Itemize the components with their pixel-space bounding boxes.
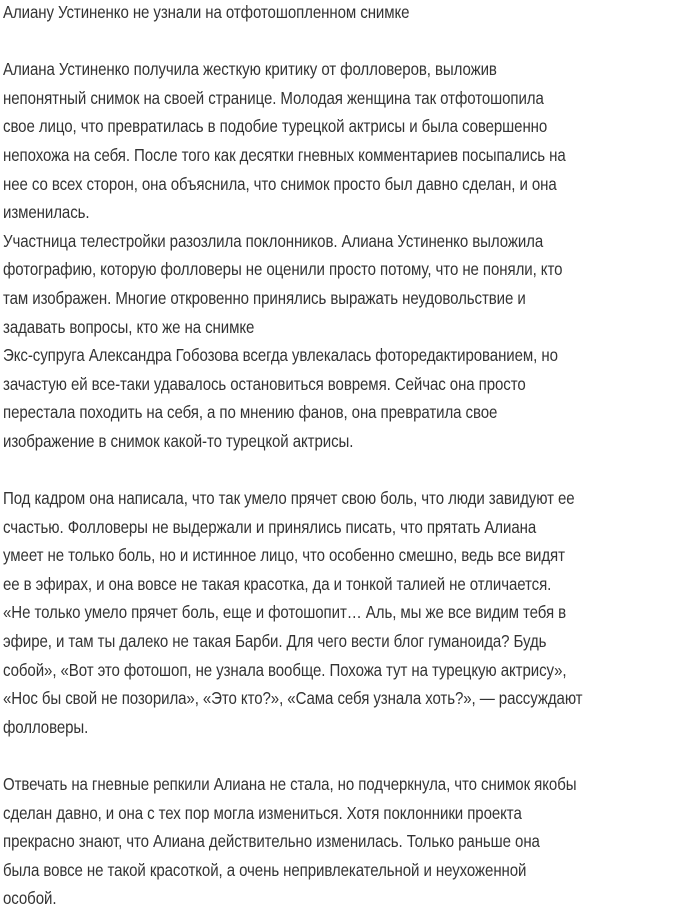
spacer <box>3 456 693 485</box>
text-line: эфире, и там ты далеко не такая Барби. Для чего вести блог гуманоида? Будь <box>3 631 547 652</box>
text-line: Экс-супруга Александра Гобозова всегда увлекалась фоторедактированием, но <box>3 345 558 366</box>
text-line: зачастую ей все-таки удавалось остановиться вовремя. Сейчас она просто <box>3 373 526 394</box>
text-line: ее в эфирах, и она вовсе не такая красотка, да и тонкой талией не отличается. <box>3 573 552 594</box>
text-line: фотографию, которую фолловеры не оценили просто потому, что не поняли, кто <box>3 259 563 280</box>
text-line: свое лицо, что превратилась в подобие турецкой актрисы и была совершенно <box>3 116 548 137</box>
text-line: Участница телестройки разозлила поклонников. Алиана Устиненко выложила <box>3 230 544 251</box>
paragraph-1 <box>3 55 693 455</box>
text-line: особой. <box>3 888 57 909</box>
text-line: Алиана Устиненко получила жесткую критику от фолловеров, выложив <box>3 59 497 80</box>
text-line: счастью. Фолловеры не выдержали и принялись писать, что прятать Алиана <box>3 516 537 537</box>
spacer <box>3 741 693 770</box>
text-line: Под кадром она написала, что так умело прячет свою боль, что люди завидуют ее <box>3 488 575 509</box>
text-line: фолловеры. <box>3 716 89 737</box>
text-line: прекрасно знают, что Алиана действительно изменилась. Только раньше она <box>3 831 540 852</box>
spacer <box>3 27 693 56</box>
text-line: перестала походить на себя, а по мнению фанов, она превратила свое <box>3 402 498 423</box>
text-line: «Не только умело прячет боль, еще и фотошопит… Аль, мы же все видим тебя в <box>3 602 567 623</box>
text-line: непохожа на себя. После того как десятки гневных комментариев посыпались на <box>3 144 566 165</box>
paragraph-3 <box>3 770 693 913</box>
text-line: задавать вопросы, кто же на снимке <box>3 316 255 337</box>
text-line: там изображен. Многие откровенно принялись выражать неудовольствие и <box>3 287 526 308</box>
article-title: Алиану Устиненко не узнали на отфотошопленном снимке <box>3 2 410 22</box>
text-line: «Нос бы свой не позорила», «Это кто?», «Сама себя узнала хоть?», — рассуждают <box>3 688 583 709</box>
text-line: Отвечать на гневные репкили Алиана не стала, но подчеркнула, что снимок якобы <box>3 774 577 795</box>
article <box>3 0 693 913</box>
paragraph-2 <box>3 484 693 741</box>
text-line: непонятный снимок на своей странице. Молодая женщина так отфотошопила <box>3 87 544 108</box>
text-line: нее со всех сторон, она объяснила, что снимок просто был давно сделан, и она <box>3 173 557 194</box>
text-line: умеет не только боль, но и истинное лицо, что особенно смешно, ведь все видят <box>3 545 565 566</box>
text-line: изображение в снимок какой-то турецкой актрисы. <box>3 430 354 451</box>
text-line: собой», «Вот это фотошоп, не узнала вообще. Похожа тут на турецкую актрису», <box>3 659 567 680</box>
text-line: изменилась. <box>3 202 90 223</box>
text-line: была вовсе не такой красоткой, а очень непривлекательной и неухоженной <box>3 859 527 880</box>
text-line: сделан давно, и она с тех пор могла измениться. Хотя поклонники проекта <box>3 802 522 823</box>
